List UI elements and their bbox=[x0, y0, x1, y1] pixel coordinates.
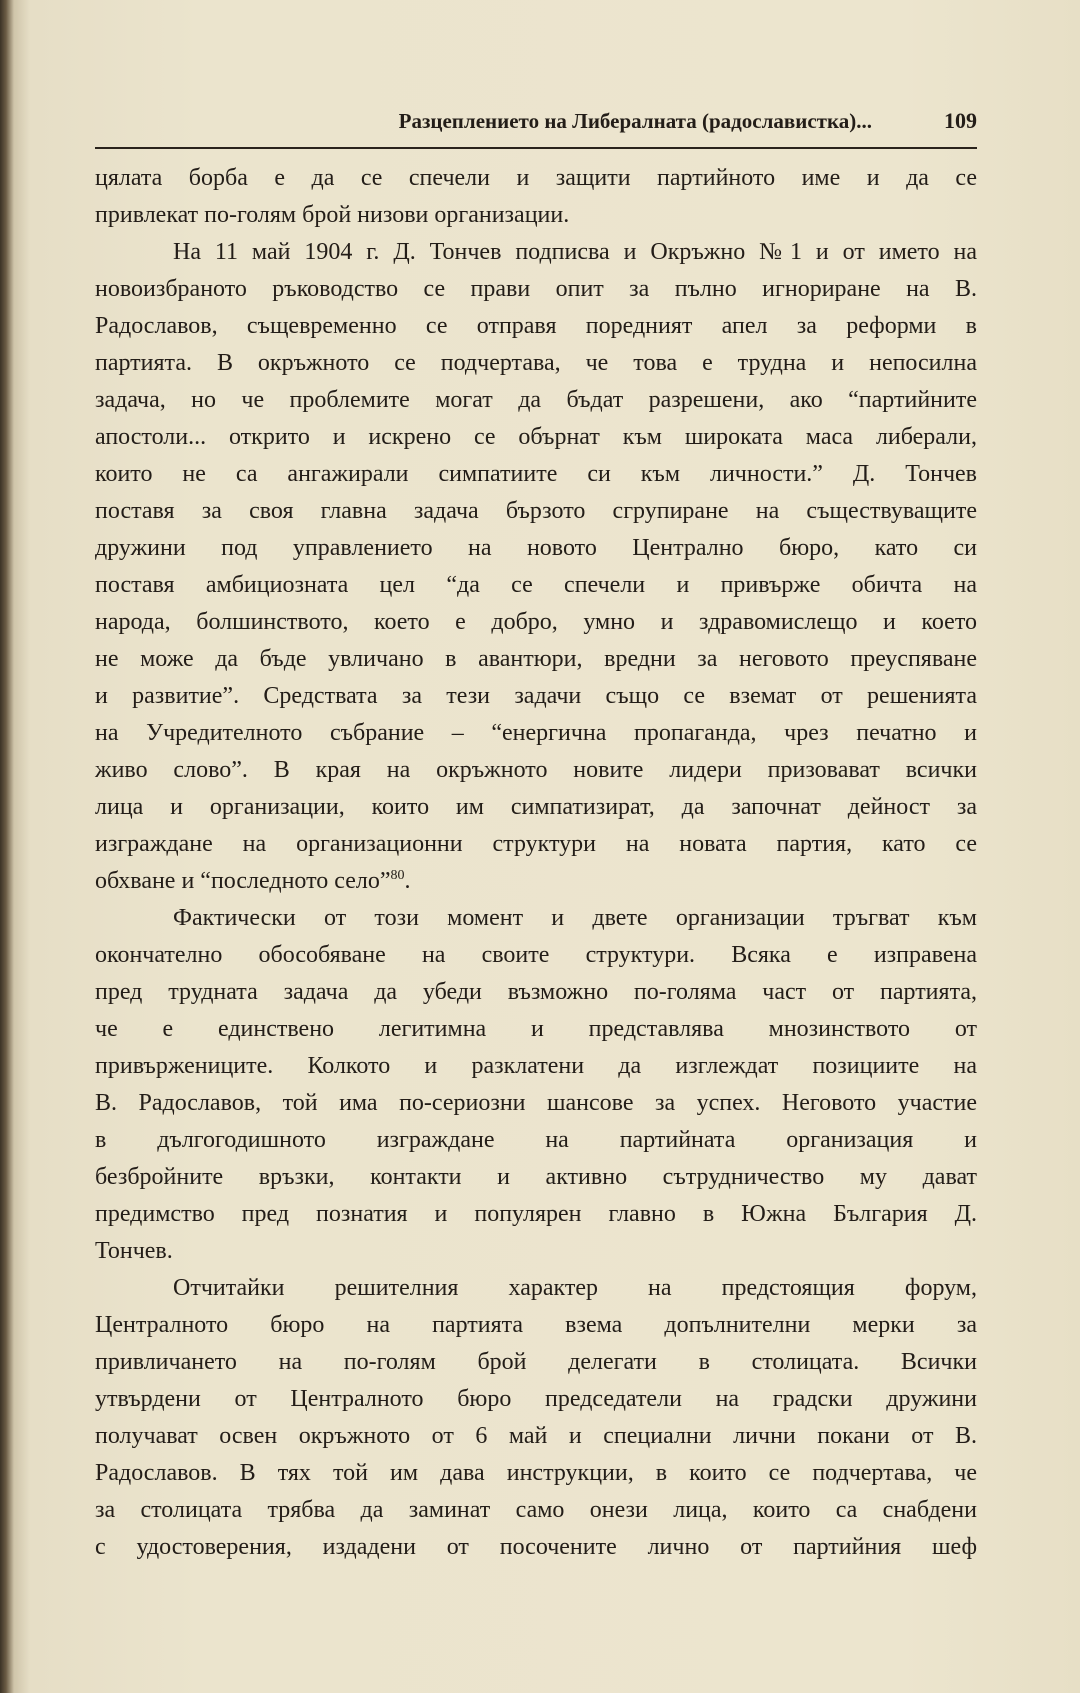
line-text: На 11 май 1904 г. Д. Тончев подписва и Окръжно №1 и от името на bbox=[173, 239, 977, 265]
line-text: привличането на по-голям брой делегати в столицата. Всички bbox=[95, 1349, 977, 1375]
line-text: новоизбраното ръководство се прави опит за пълно игнориране на В. bbox=[95, 276, 977, 302]
line-text: Радославов. В тях той им дава инструкции, в които се подчертава, че bbox=[95, 1460, 977, 1486]
body-text bbox=[95, 160, 977, 1566]
text-line bbox=[95, 419, 977, 456]
line-text: цялата борба е да се спечели и защити партийното име и да се bbox=[95, 165, 977, 191]
text-line bbox=[95, 604, 977, 641]
page-number: 109 bbox=[944, 108, 977, 133]
header-rule bbox=[95, 147, 977, 149]
line-text: не може да бъде увличано в авантюри, вредни за неговото преуспяване bbox=[95, 646, 977, 672]
text-line bbox=[95, 1381, 977, 1418]
line-text: лица и организации, които им симпатизират, да започнат дейност за bbox=[95, 794, 977, 820]
text-line bbox=[95, 937, 977, 974]
text-line bbox=[95, 345, 977, 382]
text-line bbox=[95, 197, 977, 234]
line-text: В. Радославов, той има по-сериозни шансове за успех. Неговото участие bbox=[95, 1090, 977, 1116]
line-text: получават освен окръжното от 6 май и специални лични покани от В. bbox=[95, 1423, 977, 1449]
text-line bbox=[95, 715, 977, 752]
text-line bbox=[95, 160, 977, 197]
running-title: Разцеплението на Либералната (радославистка)... bbox=[398, 109, 872, 133]
text-line bbox=[95, 1418, 977, 1455]
line-text: Тончев. bbox=[95, 1238, 173, 1264]
line-text: утвърдени от Централното бюро председатели на градски дружини bbox=[95, 1386, 977, 1412]
line-text: Централното бюро на партията взема допълнителни мерки за bbox=[95, 1312, 977, 1338]
line-text: обхване и “последното село” bbox=[95, 868, 391, 894]
text-line bbox=[95, 900, 977, 937]
text-line bbox=[95, 530, 977, 567]
line-text: че е единствено легитимна и представлява мнозинството от bbox=[95, 1016, 977, 1042]
text-line bbox=[95, 1048, 977, 1085]
line-text: Отчитайки решителния характер на предстоящия форум, bbox=[173, 1275, 977, 1301]
line-text: поставя за своя главна задача бързото сгрупиране на съществуващите bbox=[95, 498, 977, 524]
text-line bbox=[95, 1011, 977, 1048]
line-text: апостоли... открито и искрено се обърнат към широката маса либерали, bbox=[95, 424, 977, 450]
line-text: на Учредителното събрание – “енергична пропаганда, чрез печатно и bbox=[95, 720, 977, 746]
line-text: Фактически от този момент и двете организации тръгват към bbox=[173, 905, 977, 931]
line-text: в дългогодишното изграждане на партийната организация и bbox=[95, 1127, 977, 1153]
text-line bbox=[95, 1085, 977, 1122]
line-text: народа, болшинството, което е добро, умно и здравомислещо и което bbox=[95, 609, 977, 635]
line-text: предимство пред познатия и популярен главно в Южна България Д. bbox=[95, 1201, 977, 1227]
text-line bbox=[95, 456, 977, 493]
line-text: безбройните връзки, контакти и активно сътрудничество му дават bbox=[95, 1164, 977, 1190]
text-line bbox=[95, 1159, 977, 1196]
text-line bbox=[95, 641, 977, 678]
text-line bbox=[95, 1455, 977, 1492]
text-line bbox=[95, 1492, 977, 1529]
line-text: окончателно обособяване на своите структури. Всяка е изправена bbox=[95, 942, 977, 968]
text-line bbox=[95, 1307, 977, 1344]
line-text: привлекат по-голям брой низови организации. bbox=[95, 202, 570, 228]
text-line bbox=[95, 1270, 977, 1307]
line-text: и развитие”. Средствата за тези задачи също се вземат от решенията bbox=[95, 683, 977, 709]
line-text: привържениците. Колкото и разклатени да изглеждат позициите на bbox=[95, 1053, 977, 1079]
line-text: изграждане на организационни структури на новата партия, като се bbox=[95, 831, 977, 857]
text-line bbox=[95, 752, 977, 789]
text-line bbox=[95, 493, 977, 530]
text-line bbox=[95, 678, 977, 715]
line-punct: . bbox=[404, 868, 411, 894]
line-text: дружини под управлението на новото Централно бюро, като си bbox=[95, 535, 977, 561]
text-line bbox=[95, 1529, 977, 1566]
line-text: за столицата трябва да заминат само онези лица, които са снабдени bbox=[95, 1497, 977, 1523]
line-text: пред трудната задача да убеди възможно по-голяма част от партията, bbox=[95, 979, 977, 1005]
line-text: живо слово”. В края на окръжното новите лидери призовават всички bbox=[95, 757, 977, 783]
text-line bbox=[95, 974, 977, 1011]
text-line bbox=[95, 1233, 977, 1270]
text-line bbox=[95, 1344, 977, 1381]
text-line bbox=[95, 1122, 977, 1159]
line-text: партията. В окръжното се подчертава, че това е трудна и непосилна bbox=[95, 350, 977, 376]
text-line bbox=[95, 234, 977, 271]
line-text: които не са ангажирали симпатиите си към личности.” Д. Тончев bbox=[95, 461, 977, 487]
text-line bbox=[95, 271, 977, 308]
footnote-ref: 80 bbox=[390, 868, 405, 883]
line-text: поставя амбициозната цел “да се спечели и привърже обичта на bbox=[95, 572, 977, 598]
text-line bbox=[95, 567, 977, 604]
text-line bbox=[95, 308, 977, 345]
text-line bbox=[95, 382, 977, 419]
line-text: задача, но че проблемите могат да бъдат разрешени, ако “партийните bbox=[95, 387, 977, 413]
running-header bbox=[95, 108, 977, 142]
text-line bbox=[95, 1196, 977, 1233]
line-text: с удостоверения, издадени от посочените лично от партийния шеф bbox=[95, 1534, 977, 1560]
text-line bbox=[95, 863, 977, 900]
text-line bbox=[95, 826, 977, 863]
line-text: Радославов, същевременно се отправя поредният апел за реформи в bbox=[95, 313, 977, 339]
text-line bbox=[95, 789, 977, 826]
